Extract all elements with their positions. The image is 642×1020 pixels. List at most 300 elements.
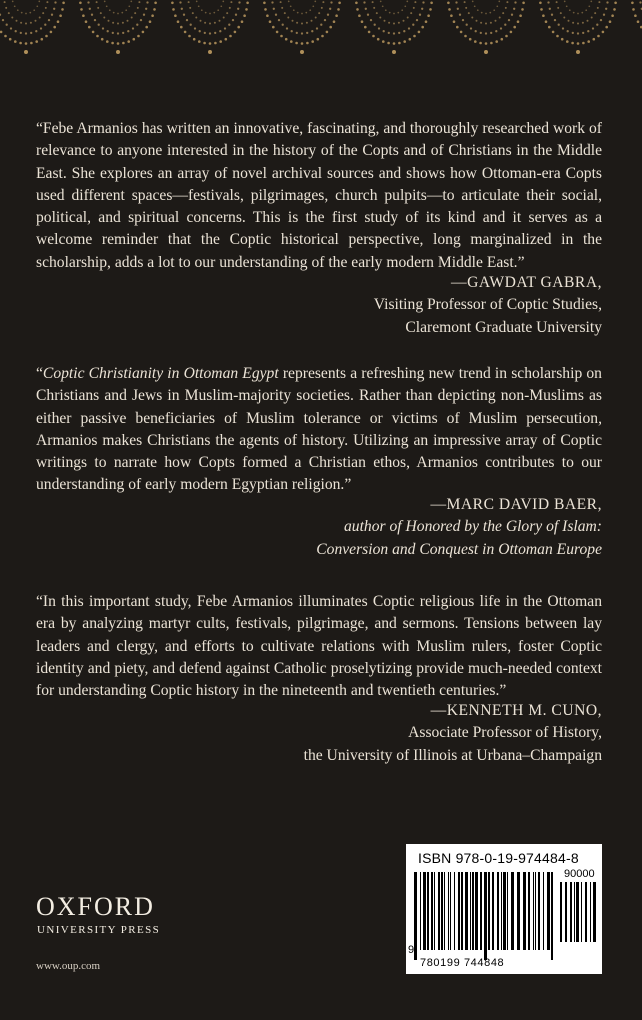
ornament-dot [301, 32, 303, 34]
ornament-dot [201, 9, 203, 11]
endorser-title: Visiting Professor of Coptic Studies, [373, 296, 602, 314]
attribution-baer [316, 494, 602, 561]
ornament-dot [505, 35, 508, 38]
ornament-dot [45, 35, 48, 38]
attribution-cuno [304, 700, 602, 767]
ornament-dot [519, 14, 522, 17]
ornament-dot [577, 13, 579, 15]
ornament-dot [471, 17, 473, 19]
ornament-dot [117, 23, 119, 25]
barcode-bar [593, 882, 596, 942]
ornament-dot [230, 1, 232, 3]
ornament-dot [457, 8, 459, 10]
ornament-dot [39, 17, 41, 19]
ornament-dot [335, 14, 338, 17]
ornament-dot [413, 7, 415, 9]
ornament-tip [576, 50, 580, 54]
ornament-dot [48, 19, 50, 21]
ornament-dot [232, 19, 234, 21]
ornament-dot [393, 42, 396, 45]
ornament-dot [224, 27, 226, 29]
ornament-dot [314, 1, 316, 3]
endorsement-quote-gabra [36, 118, 602, 274]
ean-first-digit: 9 [408, 944, 415, 956]
ornament-dot [506, 1, 508, 3]
ean-digits [406, 957, 556, 969]
ornament-dot [412, 24, 414, 26]
barcode-bar [450, 872, 451, 950]
ornament-dot [121, 12, 123, 14]
ornament-dot [296, 32, 298, 34]
ornament-dot [403, 30, 405, 32]
ornament-dot [134, 12, 136, 14]
ornament-dot [100, 12, 102, 14]
ornament-dot [427, 14, 430, 17]
ean-digit-groups: 780199 744848 [420, 957, 505, 969]
barcode-bar [503, 872, 506, 950]
ornament-dot [568, 20, 570, 22]
ornament-dot [637, 20, 640, 23]
ornament-dot [406, 1, 408, 3]
ornament-dot [145, 26, 148, 29]
ornament-dot [217, 9, 219, 11]
barcode-bar [565, 882, 567, 942]
ornament-dot [184, 31, 187, 34]
ornament-tip [24, 50, 28, 54]
ornament-dot [370, 19, 372, 21]
ornament-dot [337, 8, 340, 11]
ornament-dot [368, 31, 371, 34]
ornament-dot [594, 12, 596, 14]
ornament-dot [225, 38, 228, 41]
ornament-dot [385, 9, 387, 11]
ornament-dot [17, 9, 19, 11]
ean-barcode [414, 872, 554, 960]
ornament-dot [219, 30, 221, 32]
ornament-dot [388, 32, 390, 34]
ornament-dot [30, 22, 32, 24]
ornament-dot [398, 22, 400, 24]
ornament-dot [327, 14, 329, 16]
ornament-dot [585, 9, 587, 11]
barcode-bar [497, 872, 499, 950]
ornament-dot [582, 32, 584, 34]
ornament-dot [106, 5, 108, 7]
ornament-dot [235, 14, 237, 16]
ornament-dot [398, 42, 401, 45]
ornament-dot [554, 19, 556, 21]
barcode-bar [454, 872, 455, 950]
barcode-bar [475, 872, 478, 950]
ornament-dot [143, 14, 145, 16]
ornament-dot [569, 9, 571, 11]
ornament-dot [481, 12, 483, 14]
ornament-dot [501, 38, 504, 41]
ornament-dot [36, 5, 38, 7]
ornament-dot [138, 1, 140, 3]
ornament-dot [372, 1, 374, 3]
ornament-dot [464, 1, 466, 3]
ornament-dot [311, 30, 313, 32]
ornament-dot [490, 32, 492, 34]
ornament-dot [35, 40, 38, 43]
ornament-dot [61, 8, 64, 11]
ornament-dot [407, 17, 409, 19]
ornament-dot [25, 32, 27, 34]
ornament-dot [361, 20, 364, 23]
ornament-dot [0, 31, 2, 34]
ornament-dot [563, 17, 565, 19]
ornament-dot [557, 7, 559, 9]
ornament-dot [393, 32, 395, 34]
ornament-dot [317, 38, 320, 41]
ornament-dot [117, 13, 119, 15]
ornament-dot [384, 20, 386, 22]
ornament-dot [30, 32, 32, 34]
ornament-dot [603, 14, 605, 16]
ornament-dot [477, 9, 479, 11]
ornament-dot [104, 1, 106, 3]
ornament-dot [44, 24, 46, 26]
ornament-dot [588, 5, 590, 7]
ornament-dot [214, 32, 216, 34]
ornament-dot [59, 14, 62, 17]
ornament-dot [485, 42, 488, 45]
ornament-dot [179, 1, 181, 3]
ornament-dot [566, 5, 568, 7]
ornament-dot [145, 8, 147, 10]
ornament-dot [98, 24, 100, 26]
ornament-dot [472, 1, 474, 3]
ornament-dot [514, 1, 516, 3]
barcode-bar [438, 872, 440, 950]
ornament-tip [116, 50, 120, 54]
ornament-dot [508, 19, 510, 21]
ornament-dot [609, 20, 612, 23]
barcode-bar [427, 872, 429, 950]
barcode-bar [570, 882, 572, 942]
ornament-dot [136, 24, 138, 26]
ornament-dot [12, 1, 14, 3]
ornament-dot [276, 31, 279, 34]
barcode-bar [420, 872, 421, 950]
ornament-dot [577, 32, 579, 34]
ornament-dot [474, 40, 477, 43]
isbn-barcode-box [406, 844, 602, 974]
ornament-dot [522, 2, 525, 5]
ornament-dot [117, 42, 120, 45]
ornament-dot [613, 8, 616, 11]
barcode-bar [523, 872, 526, 950]
ornament-dot [96, 1, 98, 3]
ornament-dot [122, 22, 124, 24]
ornament-dot [186, 19, 188, 21]
barcode-bar [585, 882, 587, 942]
ornament-dot [479, 42, 482, 45]
ornament-dot [521, 8, 524, 11]
ornament-dot [591, 17, 593, 19]
ornament-dot [587, 30, 589, 32]
ornament-dot [213, 12, 215, 14]
ornament-dot [171, 2, 174, 5]
ornament-dot [305, 12, 307, 14]
ornament-dot [421, 8, 423, 10]
ornament-dot [53, 8, 55, 10]
ornament-dot [408, 27, 410, 29]
endorser-name: —KENNETH M. CUNO, [430, 702, 602, 719]
ornament-dot [572, 32, 574, 34]
ornament-dot [51, 14, 53, 16]
ornament-dot [50, 31, 53, 34]
endorser-book-title: Honored by the Glory of Islam: [405, 518, 602, 536]
book-title-italic: Coptic Christianity in Ottoman Egypt [42, 365, 279, 382]
endorsement-quote-cuno [36, 591, 602, 702]
ornament-dot [324, 19, 326, 21]
ornament-dot [149, 20, 152, 23]
ornament-dot [545, 20, 548, 23]
ornament-dot [377, 38, 380, 41]
ornament-dot [4, 35, 7, 38]
ornament-dot [35, 30, 37, 32]
ornament-dot [561, 38, 564, 41]
ornament-dot [25, 23, 27, 25]
ornament-dot [560, 12, 562, 14]
ornament-dot [133, 38, 136, 41]
ornament-dot [567, 30, 569, 32]
barcode-addon-number: 90000 [564, 868, 595, 880]
ornament-dot [634, 14, 637, 17]
ornament-dot [297, 12, 299, 14]
ornament-dot [62, 2, 65, 5]
ornament-dot [146, 1, 148, 3]
ornament-dot [264, 8, 267, 11]
publisher-url: www.oup.com [36, 960, 101, 972]
ornament-dot [397, 12, 399, 14]
ornament-dot [403, 40, 406, 43]
ornament-dot [592, 27, 594, 29]
ornament-dot [376, 12, 378, 14]
ornament-dot [358, 14, 361, 17]
ornament-dot [11, 17, 13, 19]
ornament-dot [605, 8, 607, 10]
ornament-dot [203, 42, 206, 45]
ornament-dot [590, 1, 592, 3]
ornament-dot [321, 7, 323, 9]
ornament-dot [153, 8, 156, 11]
ornament-dot [280, 1, 282, 3]
ornament-dot [285, 38, 288, 41]
ornament-dot [493, 9, 495, 11]
ornament-dot [504, 24, 506, 26]
ornament-dot [106, 40, 109, 43]
ornament-dot [190, 24, 192, 26]
ornament-dot [91, 14, 93, 16]
ornament-dot [475, 30, 477, 32]
ornament-dot [309, 9, 311, 11]
ornament-dot [220, 5, 222, 7]
quote-open-mark: “ [36, 365, 43, 382]
ornament-dot [199, 30, 201, 32]
publisher-name: OXFORD [36, 892, 155, 921]
ornament-dot [177, 20, 180, 23]
ornament-dot [365, 8, 367, 10]
ornament-dot [137, 35, 140, 38]
ornament-dot [273, 8, 275, 10]
ornament-dot [79, 2, 82, 5]
ornament-dot [490, 42, 493, 45]
ornament-dot [398, 32, 400, 34]
barcode-bar [538, 872, 540, 950]
ornament-dot [132, 27, 134, 29]
ornament-dot [195, 17, 197, 19]
ornament-dot [466, 24, 468, 26]
ornament-dot [82, 14, 85, 17]
ornament-dot [214, 42, 217, 45]
ornament-dot [96, 35, 99, 38]
endorser-affiliation: the University of Illinois at Urbana–Champaign [303, 746, 602, 764]
endorser-name: —MARC DAVID BAER, [430, 496, 602, 513]
barcode-bar [458, 872, 460, 950]
ornament-dot [556, 1, 558, 3]
ornament-dot [229, 35, 232, 38]
endorser-book-subtitle: Conversion and Conquest in Ottoman Europe [316, 540, 602, 558]
ornament-dot [29, 12, 31, 14]
ornament-dot [263, 2, 266, 5]
ornament-dot [422, 1, 424, 3]
ornament-dot [363, 1, 365, 3]
ornament-dot [551, 14, 553, 16]
barcode-bar [423, 872, 426, 950]
ornament-dot [367, 14, 369, 16]
ornament-dot [549, 8, 551, 10]
barcode-bar [484, 872, 487, 960]
ornament-dot [418, 31, 421, 34]
ornament-dot [582, 22, 584, 24]
publisher-logo [36, 894, 160, 936]
ornament-dot [632, 8, 635, 11]
ornament-dot [228, 24, 230, 26]
ornament-tip [392, 50, 396, 54]
ornament-dot [280, 35, 283, 38]
ornament-dot [241, 20, 244, 23]
ornament-dot [311, 40, 314, 43]
ornament-dot [127, 20, 129, 22]
ornament-dot [219, 40, 222, 43]
endorser-title: Associate Professor of History, [408, 724, 602, 742]
barcode-bar [501, 872, 502, 950]
ornament-dot [500, 27, 502, 29]
ornament-dot [174, 14, 177, 17]
ornament-dot [209, 42, 212, 45]
ornament-dot [403, 20, 405, 22]
ornament-dot [117, 32, 119, 34]
barcode-bar [576, 882, 579, 942]
ornament-dot [151, 14, 154, 17]
ornament-dot [496, 5, 498, 7]
ornament-dot [571, 42, 574, 45]
ornament-dot [19, 42, 22, 45]
ornament-dot [495, 30, 497, 32]
ornament-dot [379, 17, 381, 19]
ornament-dot [278, 19, 280, 21]
ornament-dot [109, 9, 111, 11]
ornament-dot [540, 8, 543, 11]
ornament-dot [587, 20, 589, 22]
ornament-dot [229, 7, 231, 9]
ornament-dot [373, 7, 375, 9]
ornament-dot [214, 22, 216, 24]
ornament-dot [21, 12, 23, 14]
ornament-dot [597, 35, 600, 38]
ornament-dot [295, 42, 298, 45]
barcode-bar [574, 882, 575, 942]
ornament-dot [593, 38, 596, 41]
barcode-bar [507, 872, 508, 950]
ornament-dot [587, 40, 590, 43]
ornament-dot [548, 26, 551, 29]
ornament-dot [122, 32, 124, 34]
ornament-dot [425, 20, 428, 23]
ornament-dot [495, 40, 498, 43]
ornament-dot [517, 20, 520, 23]
ornament-dot [513, 8, 515, 10]
ornament-dot [131, 17, 133, 19]
ornament-dot [111, 42, 114, 45]
endorser-name: —GAWDAT GABRA, [450, 274, 602, 291]
ornament-dot [9, 38, 12, 41]
ornament-dot [25, 42, 28, 45]
ornament-dot [464, 35, 467, 38]
ornament-dot [470, 27, 472, 29]
ornament-dot [374, 24, 376, 26]
ornament-dot [605, 26, 608, 29]
ornament-dot [128, 5, 130, 7]
ornament-dot [54, 1, 56, 3]
attribution-gabra [374, 272, 602, 339]
ornament-dot [388, 22, 390, 24]
barcode-bar [470, 872, 471, 950]
ornament-dot [455, 1, 457, 3]
ornament-dot [598, 1, 600, 3]
barcode-bar [448, 872, 449, 950]
ornament-dot [329, 8, 331, 10]
ornament-dot [596, 24, 598, 26]
ornament-dot [89, 8, 91, 10]
barcode-bar [444, 872, 445, 950]
ornament-dot [226, 12, 228, 14]
ornament-dot [46, 1, 48, 3]
ornament-dot [572, 22, 574, 24]
endorsement-quote-baer [36, 363, 602, 497]
ornament-dot [499, 17, 501, 19]
ornament-dot [320, 24, 322, 26]
author-of-prefix: author of [344, 518, 406, 536]
ornament-dot [581, 12, 583, 14]
ornament-dot [130, 1, 132, 3]
ornament-dot [321, 35, 324, 38]
ornament-dot [318, 12, 320, 14]
ornament-dot [564, 1, 566, 3]
ornament-dot [429, 8, 432, 11]
ornament-dot [410, 12, 412, 14]
ornament-dot [552, 31, 555, 34]
ornament-dot [505, 7, 507, 9]
quote-text: “Febe Armanios has written an innovative, fascinating, and thoroughly researched work of relevance to anyone interested in the history of the Copts and of Christians in the Middle East. She explores an array of novel archival sources and shows how Ottoman-era Copts used different spaces—festivals, pilgrimages, church pulpits—to articulate their social, political, and spiritual concerns. This is the first study of its kind and it serves as a welcome reminder that the Coptic historical perspective, long marginalized in the scholarship, adds a lot to our understanding of the early modern Middle East.” [36, 120, 602, 271]
ornament-dot [419, 14, 421, 16]
ornament-dot [188, 1, 190, 3]
ornament-dot [196, 1, 198, 3]
barcode-bar [414, 872, 417, 960]
